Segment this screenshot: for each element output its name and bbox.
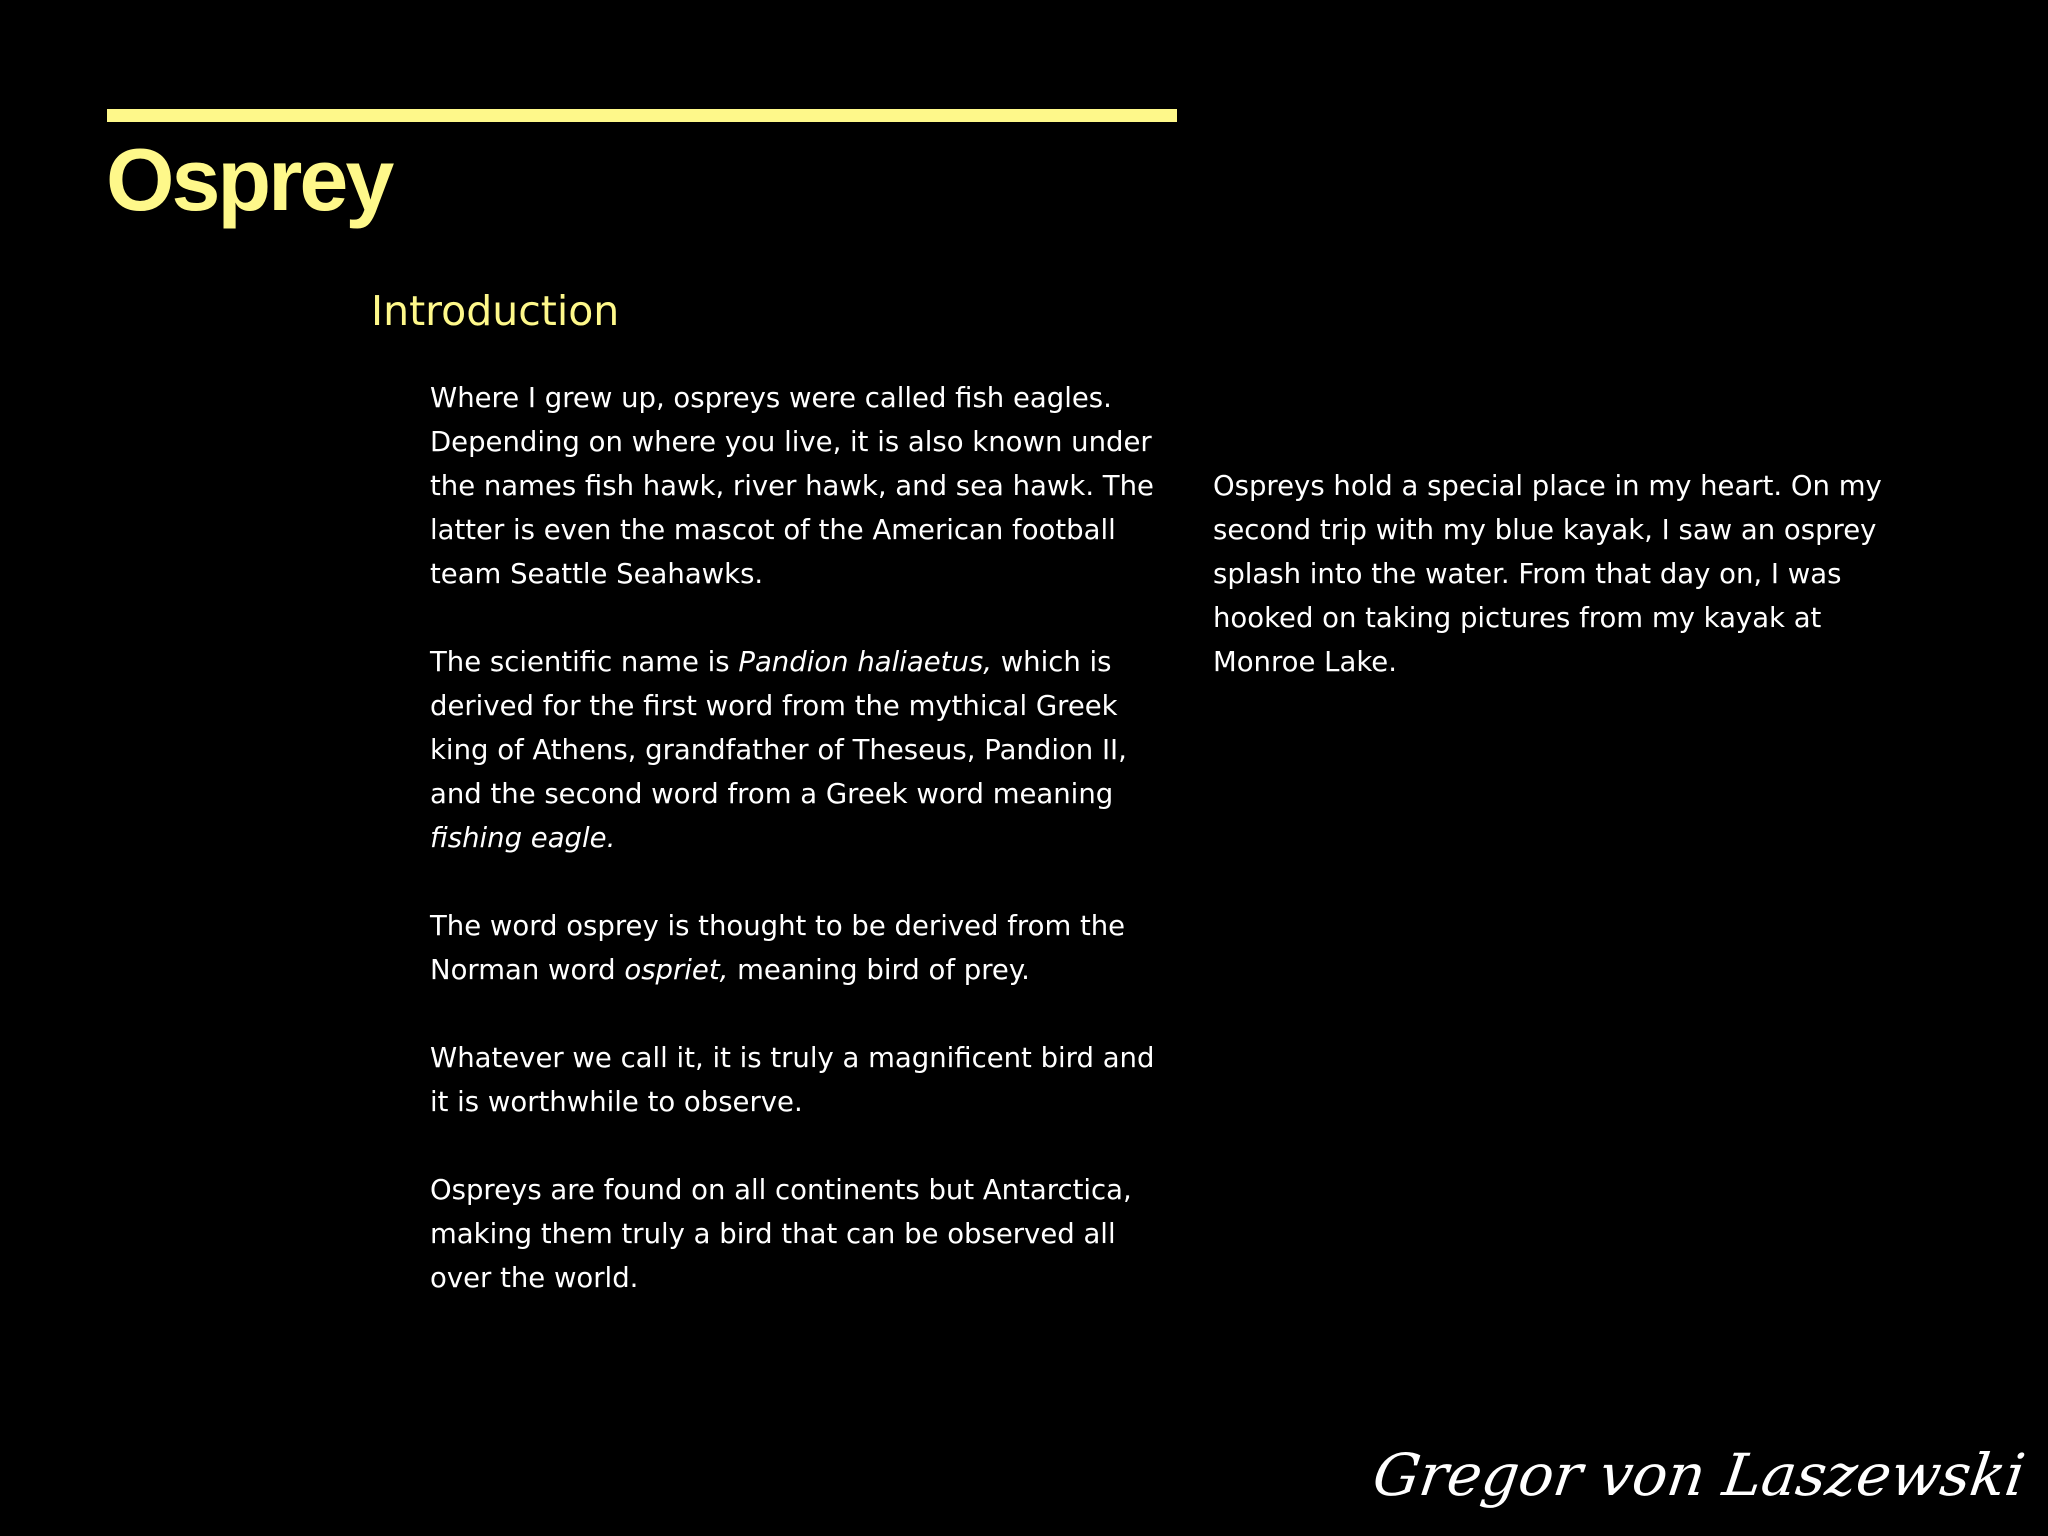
section-heading-introduction: Introduction xyxy=(371,287,620,335)
aside-text: Ospreys hold a special place in my heart. On my second trip with my blue kayak, I saw an osprey splash into the water. From that day on, I was hooked on taking pictures from my kayak at Monroe Lake. xyxy=(1213,470,1882,678)
signature-text: Gregor von Laszewski xyxy=(1368,1441,2030,1509)
paragraph-scientific-name-middle: which is derived for the first word from the mythical Greek king of Athens, grandfather of Theseus, Pandion II, and the second word from a Greek word meaning xyxy=(430,646,1127,810)
paragraph-continents: Ospreys are found on all continents but Antarctica, making them truly a bird that can be observed all over the world. xyxy=(430,1174,1132,1294)
paragraph-scientific-name-lead: The scientific name is xyxy=(430,646,739,678)
paragraph-magnificent-bird: Whatever we call it, it is truly a magnificent bird and it is worthwhile to observe. xyxy=(430,1042,1155,1118)
introduction-body xyxy=(430,376,1160,1344)
author-signature xyxy=(1365,1435,2035,1515)
paragraph-scientific-name xyxy=(430,640,1160,860)
aside-personal-note xyxy=(1213,464,1913,684)
norman-word: ospriet, xyxy=(624,954,729,986)
paragraph-etymology xyxy=(430,904,1160,992)
paragraph-etymology-lead: The word osprey is thought to be derived from the Norman word xyxy=(430,910,1126,986)
page-title: Osprey xyxy=(106,130,392,229)
latin-name: Pandion haliaetus, xyxy=(738,646,992,678)
paragraph-etymology-tail: meaning bird of prey. xyxy=(728,954,1030,986)
title-accent-rule xyxy=(107,109,1177,122)
paragraph-fish-eagle: Where I grew up, ospreys were called fish eagles. Depending on where you live, it is also known under the names fish hawk, river hawk, and sea hawk. The latter is even the mascot of the American football team Seattle Seahawks. xyxy=(430,382,1154,590)
fishing-eagle-term: fishing eagle. xyxy=(430,822,616,854)
